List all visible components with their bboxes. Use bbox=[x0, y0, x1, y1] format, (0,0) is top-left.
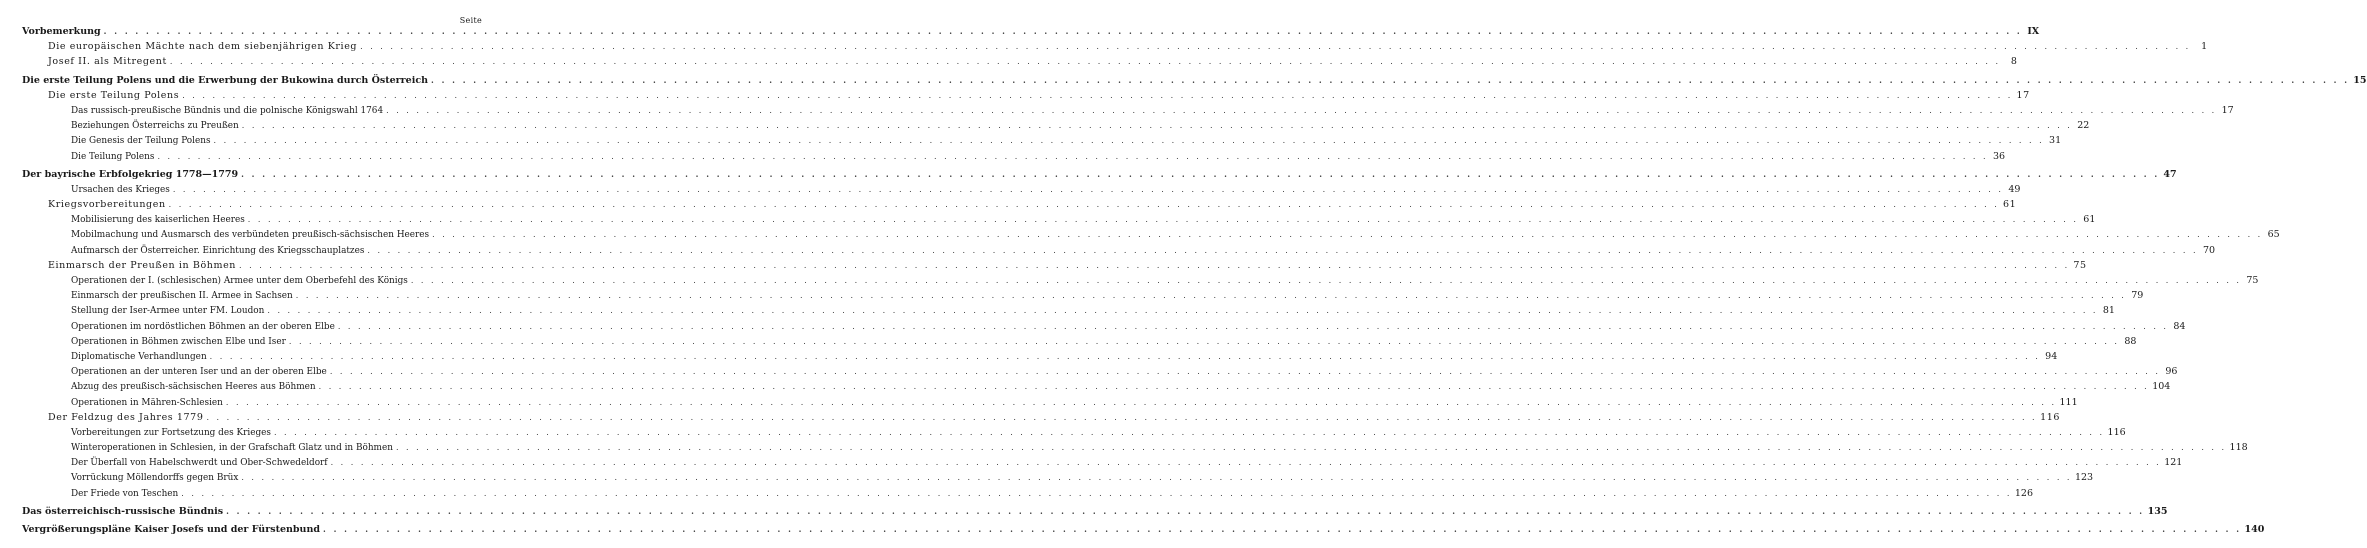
toc-entry-title: Operationen im nordöstlichen Böhmen an der oberen Elbe bbox=[71, 321, 335, 332]
dot-leader bbox=[226, 506, 2145, 516]
toc-entry bbox=[22, 56, 2018, 71]
toc-entry-title: Die Genesis der Teilung Polens bbox=[71, 136, 211, 147]
dot-leader bbox=[169, 200, 2000, 209]
toc-entry bbox=[22, 290, 2144, 305]
toc-entry-page: 84 bbox=[2173, 320, 2186, 332]
toc-entry bbox=[22, 89, 2030, 105]
toc-entry-title: Operationen in Mähren-Schlesien bbox=[71, 397, 223, 408]
dot-leader bbox=[331, 458, 2162, 467]
toc-entry-page: 1 bbox=[2201, 41, 2208, 53]
dot-leader bbox=[432, 230, 2263, 239]
toc-entry bbox=[22, 150, 2006, 166]
dot-leader bbox=[226, 398, 2057, 407]
dot-leader bbox=[210, 352, 2041, 361]
toc-entry bbox=[22, 396, 2078, 412]
toc-entry-page: 123 bbox=[2074, 472, 2094, 484]
toc-entry bbox=[22, 305, 2115, 320]
toc-entry bbox=[22, 505, 2168, 521]
toc-entry bbox=[22, 487, 2034, 503]
toc-entry-page: 111 bbox=[2059, 396, 2078, 408]
toc-entry-page: IX bbox=[2027, 26, 2040, 37]
toc-entry bbox=[22, 135, 2062, 150]
dot-leader bbox=[104, 26, 2023, 36]
dot-leader bbox=[323, 524, 2242, 534]
toc-entry bbox=[22, 524, 2265, 539]
toc-entry-title: Der Feldzug des Jahres 1779 bbox=[48, 411, 204, 423]
dot-leader bbox=[267, 306, 2098, 315]
dot-leader bbox=[181, 489, 2012, 498]
toc-entry-title: Einmarsch der preußischen II. Armee in Sachsen bbox=[71, 291, 293, 302]
toc-entry-page: 81 bbox=[2102, 305, 2115, 317]
toc-entry bbox=[22, 426, 2126, 442]
dot-leader bbox=[411, 276, 2242, 285]
toc-entry-title: Stellung der Iser-Armee unter FM. Loudon bbox=[71, 306, 265, 317]
dot-leader bbox=[330, 367, 2161, 376]
toc-entry-page: 17 bbox=[2016, 89, 2030, 101]
toc-entry bbox=[22, 104, 2234, 120]
toc-entry-title: Mobilisierung des kaiserlichen Heeres bbox=[71, 215, 245, 226]
toc-entry-page: 65 bbox=[2267, 229, 2280, 241]
toc-entry-title: Josef II. als Mitregent bbox=[48, 56, 167, 68]
toc-entry-page: 75 bbox=[2246, 275, 2259, 286]
toc-entry-title: Die Teilung Polens bbox=[71, 151, 155, 162]
toc-entry-page: 36 bbox=[1992, 150, 2006, 162]
toc-entry-page: 96 bbox=[2165, 366, 2178, 378]
dot-leader bbox=[338, 322, 2169, 331]
page-column-header: Seite bbox=[459, 16, 482, 25]
dot-leader bbox=[396, 443, 2227, 452]
toc-entry bbox=[22, 41, 2208, 56]
toc-entry-page: 79 bbox=[2131, 290, 2144, 302]
toc-entry-page: 70 bbox=[2202, 244, 2216, 256]
toc-entry-page: 15 bbox=[2353, 74, 2367, 86]
toc-entry-title: Operationen an der unteren Iser und an der oberen Elbe bbox=[71, 367, 327, 378]
toc-entry-title: Vorbereitungen zur Fortsetzung des Krieges bbox=[71, 427, 271, 438]
toc-entry-title: Ursachen des Krieges bbox=[71, 184, 170, 195]
dot-leader bbox=[170, 57, 2001, 66]
toc-entry-page: 17 bbox=[2221, 104, 2234, 116]
dot-leader bbox=[296, 291, 2127, 300]
toc-entry-title: Kriegsvorbereitungen bbox=[48, 199, 166, 211]
toc-entry bbox=[22, 26, 2040, 41]
dot-leader bbox=[431, 75, 2350, 85]
toc-entry-page: 8 bbox=[2010, 56, 2018, 68]
toc-entry-title: Diplomatische Verhandlungen bbox=[71, 351, 207, 362]
toc-entry-page: 47 bbox=[2163, 168, 2177, 180]
toc-entry-title: Vorrückung Möllendorffs gegen Brüx bbox=[71, 473, 239, 484]
toc-entry-title: Winteroperationen in Schlesien, in der Grafschaft Glatz und in Böhmen bbox=[71, 443, 393, 454]
toc-entry bbox=[22, 411, 2061, 427]
toc-entry bbox=[22, 275, 2259, 290]
toc-entry bbox=[22, 381, 2171, 396]
dot-leader bbox=[214, 136, 2045, 145]
toc-entry-page: 61 bbox=[2002, 199, 2017, 211]
dot-leader bbox=[274, 428, 2105, 437]
toc-entry bbox=[22, 320, 2186, 336]
toc-entry-title: Beziehungen Österreichs zu Preußen bbox=[71, 121, 239, 132]
dot-leader bbox=[386, 106, 2217, 115]
toc-entry bbox=[22, 214, 2096, 229]
dot-leader bbox=[241, 169, 2160, 179]
toc-entry-title: Der bayrische Erbfolgekrieg 1778—1779 bbox=[22, 168, 239, 180]
toc-entry-title: Der Friede von Teschen bbox=[71, 488, 179, 499]
toc-entry-title: Das österreichisch-russische Bündnis bbox=[22, 505, 224, 517]
toc-entry bbox=[22, 229, 2280, 244]
toc-entry bbox=[22, 335, 2137, 351]
dot-leader bbox=[289, 337, 2120, 346]
toc-entry-page: 49 bbox=[2008, 183, 2021, 195]
toc-entry-title: Aufmarsch der Österreicher. Einrichtung des Kriegsschauplatzes bbox=[71, 245, 365, 256]
toc-entry-page: 140 bbox=[2244, 524, 2265, 535]
toc-entry bbox=[22, 74, 2367, 90]
table-of-contents bbox=[22, 26, 2367, 539]
toc-entry-title: Der Überfall von Habelschwerdt und Ober-Schwedeldorf bbox=[71, 458, 328, 469]
toc-entry bbox=[22, 244, 2216, 260]
toc-entry-title: Einmarsch der Preußen in Böhmen bbox=[48, 259, 237, 271]
toc-entry-page: 135 bbox=[2147, 505, 2168, 517]
toc-entry-page: 31 bbox=[2049, 135, 2062, 147]
toc-entry-page: 61 bbox=[2083, 214, 2096, 226]
dot-leader bbox=[241, 473, 2072, 482]
toc-entry-page: 116 bbox=[2107, 426, 2126, 438]
toc-entry-title: Vergrößerungspläne Kaiser Josefs und der Fürstenbund bbox=[22, 524, 321, 535]
toc-entry bbox=[22, 168, 2177, 184]
toc-entry-page: 94 bbox=[2045, 350, 2058, 362]
toc-entry bbox=[22, 457, 2183, 472]
toc-entry bbox=[22, 366, 2178, 381]
dot-leader bbox=[173, 185, 2004, 194]
toc-entry-title: Mobilmachung und Ausmarsch des verbündeten preußisch-sächsischen Heeres bbox=[71, 230, 430, 241]
toc-entry-page: 22 bbox=[2077, 120, 2090, 132]
dot-leader bbox=[182, 91, 2013, 100]
dot-leader bbox=[360, 42, 2191, 51]
toc-entry bbox=[22, 350, 2058, 366]
toc-entry-page: 104 bbox=[2152, 381, 2171, 393]
toc-entry-title: Die erste Teilung Polens bbox=[48, 89, 180, 101]
dot-leader bbox=[319, 382, 2150, 391]
toc-entry-page: 118 bbox=[2229, 442, 2248, 454]
toc-entry-title: Operationen der I. (schlesischen) Armee unter dem Oberbefehl des Königs bbox=[71, 276, 408, 286]
toc-entry-page: 75 bbox=[2073, 259, 2087, 271]
toc-entry-title: Die europäischen Mächte nach dem siebenjährigen Krieg bbox=[48, 41, 358, 53]
toc-entry-page: 88 bbox=[2124, 335, 2137, 347]
toc-entry-title: Vorbemerkung bbox=[22, 26, 101, 37]
toc-entry bbox=[22, 259, 2087, 275]
toc-entry-title: Operationen in Böhmen zwischen Elbe und Iser bbox=[71, 336, 286, 347]
dot-leader bbox=[248, 215, 2079, 224]
toc-entry-title: Die erste Teilung Polens und die Erwerbung der Bukowina durch Österreich bbox=[22, 74, 429, 86]
toc-entry-title: Das russisch-preußische Bündnis und die polnische Königswahl 1764 bbox=[71, 105, 384, 116]
toc-entry bbox=[22, 442, 2248, 457]
dot-leader bbox=[206, 413, 2037, 422]
dot-leader bbox=[157, 152, 1988, 161]
toc-entry-title: Abzug des preußisch-sächsischen Heeres aus Böhmen bbox=[71, 382, 316, 393]
toc-entry-page: 126 bbox=[2014, 487, 2034, 499]
dot-leader bbox=[242, 121, 2073, 130]
toc-entry bbox=[22, 199, 2017, 214]
dot-leader bbox=[239, 261, 2070, 270]
toc-entry bbox=[22, 472, 2094, 487]
dot-leader bbox=[367, 246, 2198, 255]
toc-entry bbox=[22, 120, 2090, 135]
toc-entry-page: 116 bbox=[2040, 411, 2061, 423]
toc-entry bbox=[22, 183, 2021, 199]
toc-entry-page: 121 bbox=[2164, 457, 2183, 469]
